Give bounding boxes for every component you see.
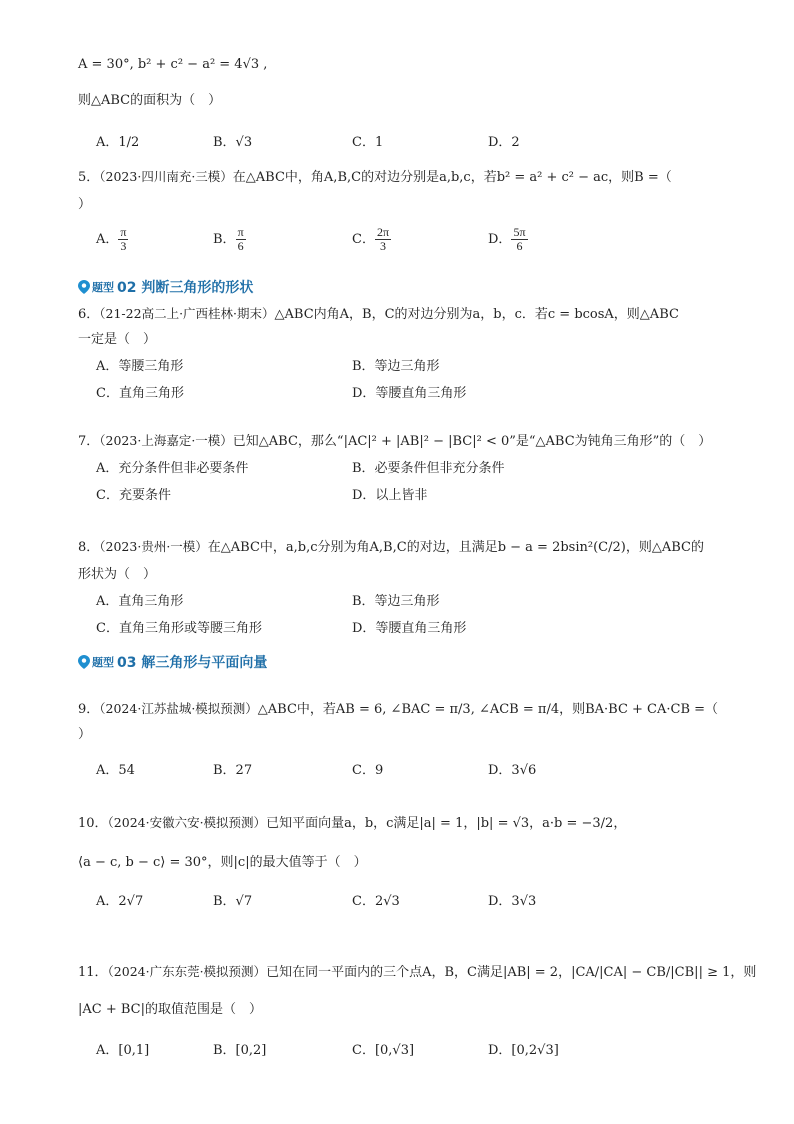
section-header-02 (78, 277, 253, 297)
q6-source: （21-22高二上·广西桂林·期末） (99, 306, 275, 321)
q9-text-cont: ） (78, 727, 92, 742)
q6-option-d[interactable]: D．等腰直角三角形 (352, 386, 467, 401)
q9-option-b[interactable]: B．27 (213, 763, 253, 778)
q11-stem: 已知在同一平面内的三个点A，B，C满足|AB| = 2，|CA/|CA| − CB/|CB|| ≥ 1，则 (266, 965, 757, 980)
q9-option-a[interactable]: A．54 (96, 763, 135, 778)
q6-option-b[interactable]: B．等边三角形 (352, 359, 440, 374)
q8-text-cont: 形状为（ ） (78, 567, 157, 582)
q5-option-d[interactable]: D． $\frac{5\pi}{6}$ (488, 225, 526, 253)
q5-option-b[interactable]: B． $\frac{\pi}{6}$ (213, 225, 244, 253)
q8-number: 8． (78, 540, 100, 555)
q11-option-c[interactable]: C．[0,√3] (352, 1043, 415, 1058)
q11-option-d[interactable]: D．[0,2√3] (488, 1043, 559, 1058)
q10-text-cont: ⟨a − c, b − c⟩ = 30°，则|c|的最大值等于（ ） (78, 855, 367, 870)
q11-text-cont: |AC + BC|的取值范围是（ ） (78, 1002, 262, 1017)
q9-stem: △ABC中，若AB = 6, ∠BAC = π/3, ∠ACB = π/4，则BA·BC + CA·CB =（ (257, 702, 719, 717)
q10-source: （2024·安徽六安·模拟预测） (107, 815, 267, 830)
q9-source: （2024·江苏盐城·模拟预测） (99, 701, 258, 716)
q8-option-d[interactable]: D．等腰直角三角形 (352, 621, 467, 636)
q4-condition: A = 30°, b² + c² − a² = 4√3 , (78, 57, 268, 72)
q9-number: 9． (78, 702, 100, 717)
q8-option-c[interactable]: C．直角三角形或等腰三角形 (96, 621, 262, 636)
q5-number: 5． (78, 170, 100, 185)
q8-option-b[interactable]: B．等边三角形 (352, 594, 440, 609)
q8-source: （2023·贵州·一模） (99, 539, 208, 554)
q5-stem: 在△ABC中，角A,B,C的对边分别是a,b,c，若b² = a² + c² − ac，则B =（ (232, 170, 672, 185)
q7-option-d[interactable]: D．以上皆非 (352, 488, 428, 503)
location-pin-icon (78, 280, 90, 294)
q10-stem: 已知平面向量a，b，c满足|a| = 1，|b| = √3，a·b = −3/2， (266, 816, 627, 831)
q11-text (78, 963, 756, 982)
q8-stem: 在△ABC中，a,b,c分别为角A,B,C的对边，且满足b − a = 2bsin²(C/2)，则△ABC的 (207, 540, 704, 555)
q5-text-cont: ） (78, 197, 92, 212)
q9-option-d[interactable]: D．3√6 (488, 763, 537, 778)
q6-option-c[interactable]: C．直角三角形 (96, 386, 184, 401)
q5-text (78, 168, 672, 187)
q10-number: 10． (78, 816, 108, 831)
q10-option-b[interactable]: B．√7 (213, 894, 253, 909)
q10-option-c[interactable]: C．2√3 (352, 894, 400, 909)
q6-stem: △ABC内角A，B，C的对边分别为a，b，c．若c = bcosA，则△ABC (274, 307, 679, 322)
q4-option-d[interactable]: D．2 (488, 135, 520, 150)
q11-option-b[interactable]: B．[0,2] (213, 1043, 267, 1058)
q7-option-a[interactable]: A．充分条件但非必要条件 (96, 461, 249, 476)
q5-source: （2023·四川南充·三模） (99, 169, 233, 184)
q6-option-a[interactable]: A．等腰三角形 (96, 359, 184, 374)
q7-stem: 已知△ABC，那么“|AC|² + |AB|² − |BC|² < 0”是“△ABC为钝角三角形”的（ ） (232, 434, 712, 449)
q10-text (78, 814, 626, 833)
q4-option-c[interactable]: C．1 (352, 135, 384, 150)
q6-text (78, 305, 679, 324)
q9-text (78, 700, 718, 719)
q7-text (78, 432, 711, 451)
section-title: 02 判断三角形的形状 (117, 280, 254, 296)
q5-option-c[interactable]: C． $\frac{2\pi}{3}$ (352, 225, 390, 253)
q11-source: （2024·广东东莞·模拟预测） (107, 964, 267, 979)
q4-option-b[interactable]: B．√3 (213, 135, 253, 150)
q11-number: 11． (78, 965, 108, 980)
q8-option-a[interactable]: A．直角三角形 (96, 594, 184, 609)
q7-option-b[interactable]: B．必要条件但非充分条件 (352, 461, 505, 476)
q9-option-c[interactable]: C．9 (352, 763, 384, 778)
section-tag: 题型 (92, 656, 114, 669)
section-header-03 (78, 652, 267, 672)
q7-source: （2023·上海嘉定·一模） (99, 433, 233, 448)
location-pin-icon (78, 655, 90, 669)
q6-text-cont: 一定是（ ） (78, 332, 157, 347)
q10-option-d[interactable]: D．3√3 (488, 894, 537, 909)
q4-option-a[interactable]: A．1/2 (96, 135, 140, 150)
q4-question: 则△ABC的面积为（ ） (78, 93, 222, 108)
q7-number: 7． (78, 434, 100, 449)
q11-option-a[interactable]: A．[0,1] (96, 1043, 150, 1058)
section-title: 03 解三角形与平面向量 (117, 655, 268, 671)
q5-option-a[interactable]: A． $\frac{\pi}{3}$ (96, 225, 127, 253)
q8-text (78, 538, 704, 557)
section-tag: 题型 (92, 281, 114, 294)
q7-option-c[interactable]: C．充要条件 (96, 488, 171, 503)
q6-number: 6． (78, 307, 100, 322)
q10-option-a[interactable]: A．2√7 (96, 894, 144, 909)
